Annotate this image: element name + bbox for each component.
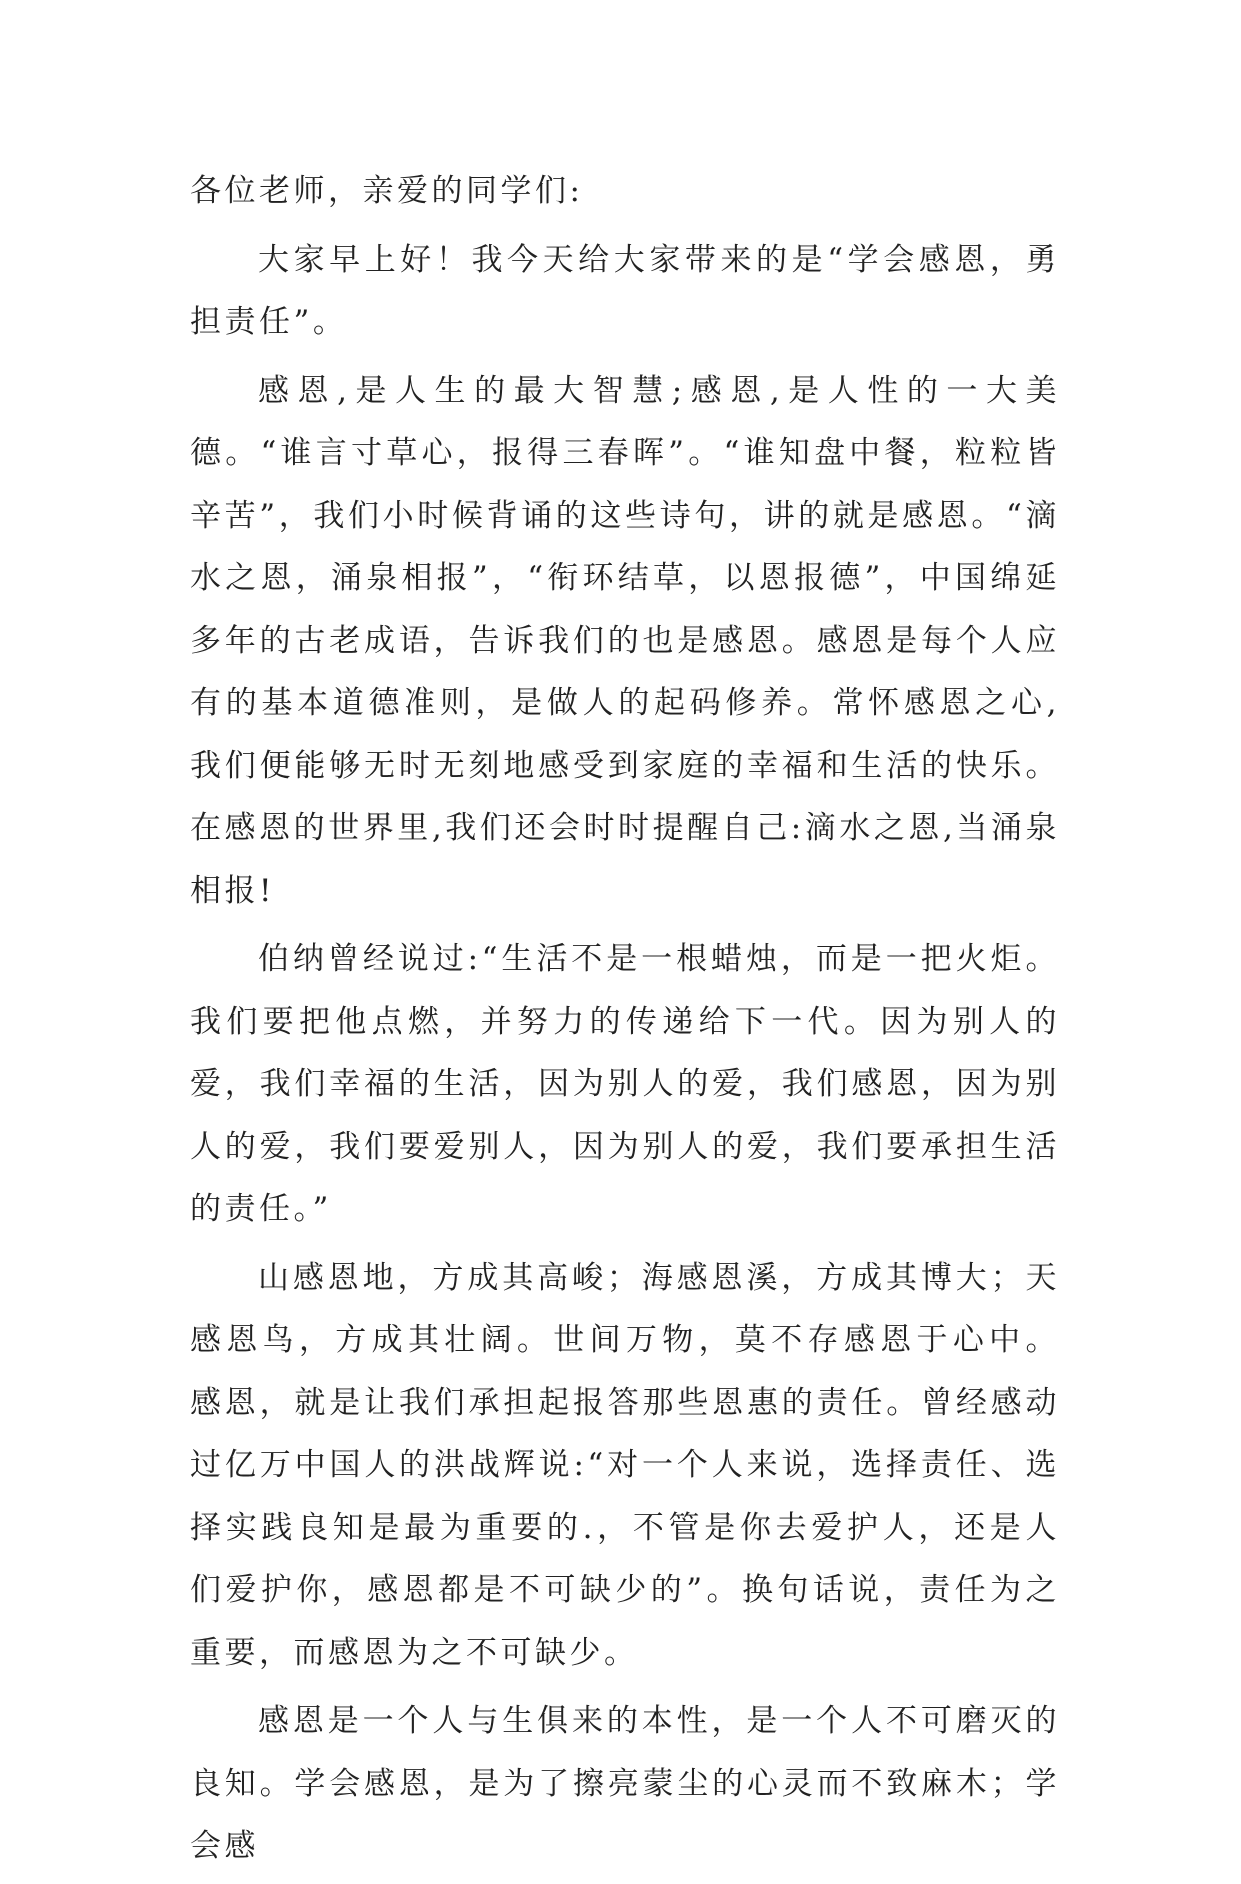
paragraph-gratitude-wisdom: 感恩,是人生的最大智慧;感恩,是人性的一大美德。“谁言寸草心，报得三春晖”。“谁知盘中餐，粒粒皆辛苦”，我们小时候背诵的这些诗句，讲的就是感恩。“滴水之恩，涌泉相报”，“衔环结草，以恩报德”，中国绵延多年的古老成语，告诉我们的也是感恩。感恩是每个人应有的基本道德准则，是做人的起码修养。常怀感恩之心,我们便能够无时无刻地感受到家庭的幸福和生活的快乐。在感恩的世界里,我们还会时时提醒自己:滴水之恩,当涌泉相报! — [190, 372, 1060, 909]
paragraph-nature-gratitude: 山感恩地，方成其高峻；海感恩溪，方成其博大；天感恩鸟，方成其壮阔。世间万物，莫不存感恩于心中。 感恩，就是让我们承担起报答那些恩惠的责任。曾经感动过亿万中国人的洪战辉说:“对一个人来说，选择责任、选择实践良知是最为重要的.，不管是你去爱护人，还是人们爱护你，感恩都是不可缺少的”。换句话说，责任为之重要，而感恩为之不可缺少。 — [190, 1259, 1060, 1671]
document-body — [190, 160, 1060, 1884]
paragraph-innate-nature: 感恩是一个人与生俱来的本性，是一个人不可磨灭的良知。学会感恩，是为了擦亮蒙尘的心灵而不致麻木；学会感 — [190, 1703, 1060, 1864]
paragraph-opening: 大家早上好！我今天给大家带来的是“学会感恩，勇担责任”。 — [190, 241, 1060, 340]
greeting-line: 各位老师，亲爱的同学们: — [190, 173, 584, 209]
paragraph-bernard-quote: 伯纳曾经说过:“生活不是一根蜡烛，而是一把火炬。我们要把他点燃，并努力的传递给下一代。因为别人的爱，我们幸福的生活，因为别人的爱，我们感恩，因为别人的爱，我们要爱别人，因为别人的爱，我们要承担生活的责任。” — [190, 941, 1060, 1227]
